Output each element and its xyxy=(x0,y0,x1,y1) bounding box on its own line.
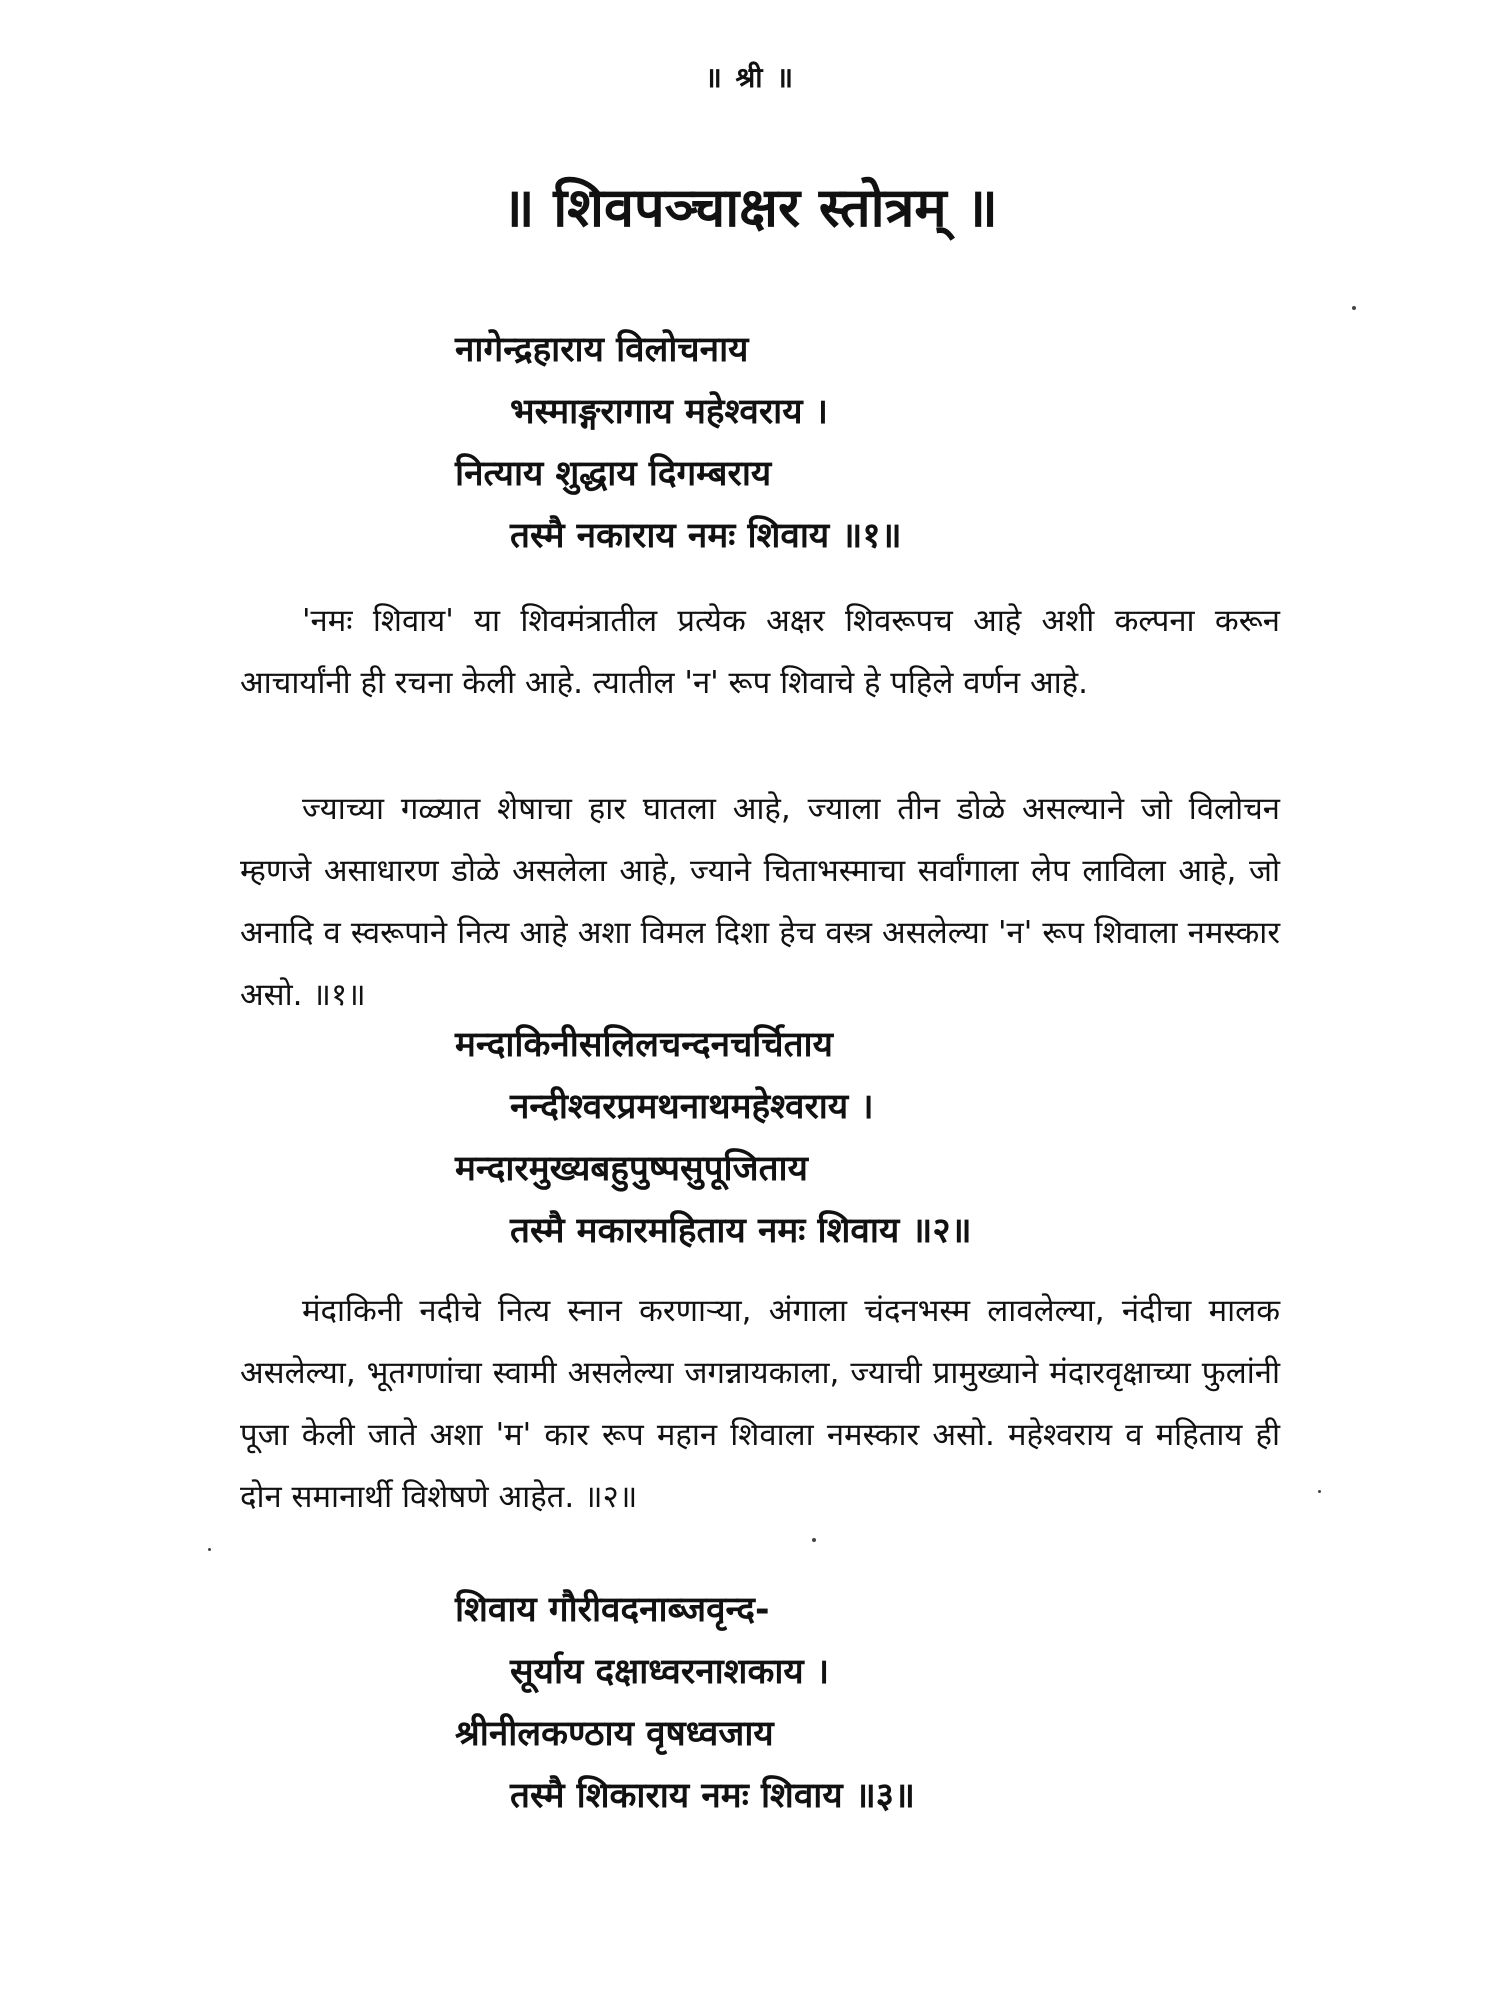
verse-1-line-1: नागेन्द्रहाराय विलोचनाय xyxy=(455,330,749,370)
scan-speck xyxy=(1318,1490,1321,1493)
verse-3-line-1: शिवाय गौरीवदनाब्जवृन्द- xyxy=(455,1590,770,1630)
verse-1-line-2: भस्माङ्गरागाय महेश्वराय । xyxy=(510,392,828,432)
scan-speck xyxy=(1352,306,1356,310)
verse-2-line-4: तस्मै मकारमहिताय नमः शिवाय ॥२॥ xyxy=(510,1211,972,1251)
commentary-2: ज्याच्या गळ्यात शेषाचा हार घातला आहे, ज्याला तीन डोळे असल्याने जो विलोचन म्हणजे असाधारण डोळे असलेला आहे, ज्याने चिताभस्माचा सर्वांगाला लेप लाविला आहे, जो अनादि व स्वरूपाने नित्य आहे अशा विमल दिशा हेच वस्त्र असलेल्या 'न' रूप शिवाला नमस्कार असो. ॥१॥ xyxy=(240,791,1280,1013)
scan-speck xyxy=(812,1538,816,1542)
verse-2-line-3: मन्दारमुख्यबहुपुष्पसुपूजिताय xyxy=(455,1149,808,1189)
commentary-3: मंदाकिनी नदीचे नित्य स्नान करणाऱ्या, अंगाला चंदनभस्म लावलेल्या, नंदीचा मालक असलेल्या, भूतगणांचा स्वामी असलेल्या जगन्नायकाला, ज्याची प्रामुख्याने मंदारवृक्षाच्या फुलांनी पूजा केली जाते अशा 'म' कार रूप महान शिवाला नमस्कार असो. महेश्वराय व महिताय ही दोन समानार्थी विशेषणे आहेत. ॥२॥ xyxy=(240,1293,1280,1515)
verse-1-line-3: नित्याय शुद्धाय दिगम्बराय xyxy=(455,454,772,494)
verse-3-line-3: श्रीनीलकण्ठाय वृषध्वजाय xyxy=(455,1714,774,1754)
verse-3-line-4: तस्मै शिकाराय नमः शिवाय ॥३॥ xyxy=(510,1776,915,1816)
commentary-1: 'नमः शिवाय' या शिवमंत्रातील प्रत्येक अक्षर शिवरूपच आहे अशी कल्पना करून आचार्यांनी ही रचना केली आहे. त्यातील 'न' रूप शिवाचे हे पहिले वर्णन आहे. xyxy=(240,603,1280,701)
page-title: ॥ शिवपञ्चाक्षर स्तोत्रम् ॥ xyxy=(502,176,998,239)
verse-2-line-2: नन्दीश्वरप्रमथनाथमहेश्वराय । xyxy=(510,1087,874,1127)
scan-speck xyxy=(208,1548,211,1551)
verse-3-line-2: सूर्याय दक्षाध्वरनाशकाय । xyxy=(510,1652,830,1692)
invocation-heading: ॥ श्री ॥ xyxy=(704,61,796,94)
verse-1-line-4: तस्मै नकाराय नमः शिवाय ॥१॥ xyxy=(510,516,902,556)
verse-2-line-1: मन्दाकिनीसलिलचन्दनचर्चिताय xyxy=(455,1025,833,1065)
